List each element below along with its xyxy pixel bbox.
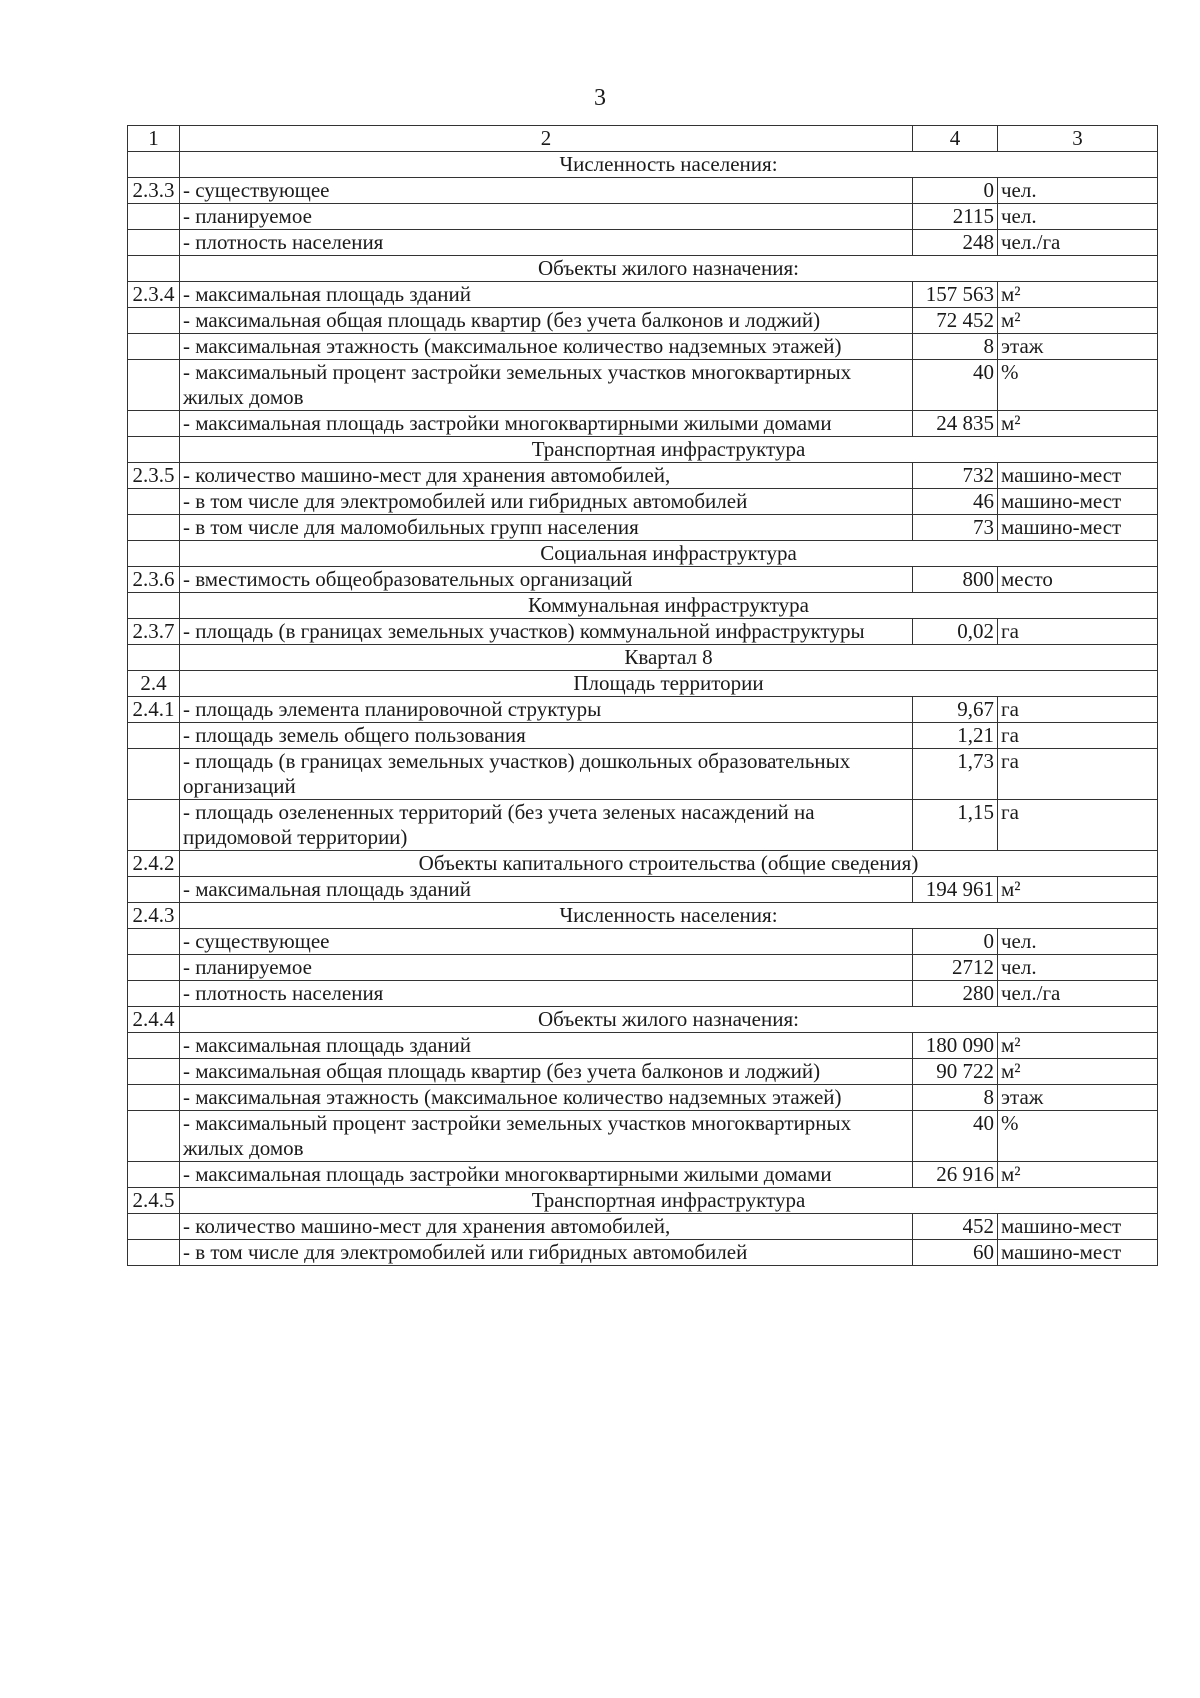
table-row	[128, 230, 1158, 256]
indicator-unit: чел./га	[998, 230, 1158, 256]
indicator-unit: м²	[998, 411, 1158, 437]
section-row	[128, 1007, 1158, 1033]
table-row	[128, 308, 1158, 334]
section-title: Транспортная инфраструктура	[180, 437, 1158, 463]
row-code: 2.4.5	[128, 1188, 180, 1214]
page-number: 3	[594, 85, 606, 111]
header-cell: 4	[913, 126, 998, 152]
indicator-unit: м²	[998, 282, 1158, 308]
indicator-description: - площадь элемента планировочной структуры	[180, 697, 913, 723]
indicator-description: - количество машино-мест для хранения автомобилей,	[180, 1214, 913, 1240]
section-row	[128, 152, 1158, 178]
indicator-value: 248	[913, 230, 998, 256]
table-row	[128, 489, 1158, 515]
indicator-unit: м²	[998, 1059, 1158, 1085]
indicator-description: - максимальная этажность (максимальное количество надземных этажей)	[180, 1085, 913, 1111]
table-body	[128, 126, 1158, 1266]
indicator-value: 40	[913, 360, 998, 411]
indicator-value: 40	[913, 1111, 998, 1162]
row-code	[128, 152, 180, 178]
indicator-unit: чел./га	[998, 981, 1158, 1007]
indicator-description: - планируемое	[180, 204, 913, 230]
row-code: 2.3.7	[128, 619, 180, 645]
table-row	[128, 282, 1158, 308]
indicator-unit: машино-мест	[998, 1214, 1158, 1240]
section-row	[128, 593, 1158, 619]
indicator-value: 0	[913, 929, 998, 955]
table-row	[128, 1111, 1158, 1162]
row-code: 2.3.4	[128, 282, 180, 308]
indicator-description: - максимальная этажность (максимальное количество надземных этажей)	[180, 334, 913, 360]
indicator-description: - максимальная площадь зданий	[180, 282, 913, 308]
row-code	[128, 1214, 180, 1240]
indicator-description: - максимальная площадь застройки многоквартирными жилыми домами	[180, 411, 913, 437]
table-row	[128, 877, 1158, 903]
row-code	[128, 800, 180, 851]
section-row	[128, 256, 1158, 282]
indicator-unit: га	[998, 697, 1158, 723]
indicator-unit: %	[998, 360, 1158, 411]
indicator-unit: машино-мест	[998, 1240, 1158, 1266]
header-cell: 1	[128, 126, 180, 152]
row-code	[128, 515, 180, 541]
table-row	[128, 619, 1158, 645]
table-row	[128, 955, 1158, 981]
row-code	[128, 308, 180, 334]
table-row	[128, 749, 1158, 800]
table-row	[128, 1162, 1158, 1188]
indicator-value: 732	[913, 463, 998, 489]
indicator-unit: машино-мест	[998, 489, 1158, 515]
table-header-row	[128, 126, 1158, 152]
indicator-unit: этаж	[998, 1085, 1158, 1111]
row-code	[128, 1059, 180, 1085]
indicator-value: 452	[913, 1214, 998, 1240]
section-title: Площадь территории	[180, 671, 1158, 697]
indicator-description: - площадь земель общего пользования	[180, 723, 913, 749]
indicator-description: - количество машино-мест для хранения автомобилей,	[180, 463, 913, 489]
indicator-unit: этаж	[998, 334, 1158, 360]
section-title: Объекты капитального строительства (общие сведения)	[180, 851, 1158, 877]
indicator-value: 194 961	[913, 877, 998, 903]
table-row	[128, 929, 1158, 955]
indicator-unit: машино-мест	[998, 463, 1158, 489]
indicator-unit: место	[998, 567, 1158, 593]
row-code: 2.4	[128, 671, 180, 697]
row-code	[128, 437, 180, 463]
table-row	[128, 1059, 1158, 1085]
indicator-description: - максимальный процент застройки земельных участков многоквартирных жилых домов	[180, 1111, 913, 1162]
indicator-value: 0,02	[913, 619, 998, 645]
indicator-unit: га	[998, 619, 1158, 645]
section-title: Транспортная инфраструктура	[180, 1188, 1158, 1214]
row-code: 2.4.2	[128, 851, 180, 877]
indicator-value: 0	[913, 178, 998, 204]
indicator-description: - максимальная площадь зданий	[180, 1033, 913, 1059]
row-code: 2.4.4	[128, 1007, 180, 1033]
table-row	[128, 723, 1158, 749]
row-code: 2.3.6	[128, 567, 180, 593]
table-row	[128, 360, 1158, 411]
row-code	[128, 334, 180, 360]
indicator-value: 72 452	[913, 308, 998, 334]
row-code	[128, 1240, 180, 1266]
header-cell: 3	[998, 126, 1158, 152]
section-row	[128, 903, 1158, 929]
section-row	[128, 851, 1158, 877]
indicator-value: 1,21	[913, 723, 998, 749]
row-code	[128, 723, 180, 749]
row-code	[128, 1162, 180, 1188]
table-row	[128, 800, 1158, 851]
indicator-unit: чел.	[998, 955, 1158, 981]
row-code	[128, 749, 180, 800]
row-code	[128, 877, 180, 903]
table-row	[128, 1240, 1158, 1266]
indicator-description: - существующее	[180, 178, 913, 204]
indicator-value: 26 916	[913, 1162, 998, 1188]
section-title: Квартал 8	[180, 645, 1158, 671]
indicator-value: 8	[913, 1085, 998, 1111]
indicator-description: - вместимость общеобразовательных организаций	[180, 567, 913, 593]
indicator-unit: чел.	[998, 178, 1158, 204]
table-row	[128, 1033, 1158, 1059]
table-row	[128, 1214, 1158, 1240]
section-row	[128, 645, 1158, 671]
indicators-table	[127, 125, 1158, 1266]
indicator-unit: м²	[998, 877, 1158, 903]
indicator-unit: м²	[998, 308, 1158, 334]
indicator-description: - площадь озелененных территорий (без учета зеленых насаждений на придомовой территории)	[180, 800, 913, 851]
row-code	[128, 981, 180, 1007]
indicator-value: 60	[913, 1240, 998, 1266]
table-row	[128, 463, 1158, 489]
table-row	[128, 515, 1158, 541]
indicator-unit: га	[998, 749, 1158, 800]
row-code	[128, 411, 180, 437]
indicator-unit: м²	[998, 1162, 1158, 1188]
indicator-value: 9,67	[913, 697, 998, 723]
indicator-description: - максимальная общая площадь квартир (без учета балконов и лоджий)	[180, 308, 913, 334]
row-code	[128, 593, 180, 619]
indicator-description: - максимальная площадь зданий	[180, 877, 913, 903]
row-code	[128, 1033, 180, 1059]
indicator-description: - в том числе для электромобилей или гибридных автомобилей	[180, 1240, 913, 1266]
indicator-description: - максимальная общая площадь квартир (без учета балконов и лоджий)	[180, 1059, 913, 1085]
section-title: Коммунальная инфраструктура	[180, 593, 1158, 619]
indicator-unit: м²	[998, 1033, 1158, 1059]
indicator-value: 1,73	[913, 749, 998, 800]
indicator-description: - в том числе для электромобилей или гибридных автомобилей	[180, 489, 913, 515]
section-title: Объекты жилого назначения:	[180, 1007, 1158, 1033]
row-code	[128, 204, 180, 230]
indicator-value: 24 835	[913, 411, 998, 437]
section-row	[128, 541, 1158, 567]
table-row	[128, 1085, 1158, 1111]
indicator-value: 157 563	[913, 282, 998, 308]
indicator-value: 280	[913, 981, 998, 1007]
indicator-description: - планируемое	[180, 955, 913, 981]
row-code	[128, 1085, 180, 1111]
indicator-unit: чел.	[998, 929, 1158, 955]
table-row	[128, 567, 1158, 593]
row-code	[128, 230, 180, 256]
indicator-description: - плотность населения	[180, 230, 913, 256]
row-code: 2.4.3	[128, 903, 180, 929]
indicator-value: 8	[913, 334, 998, 360]
indicator-value: 2712	[913, 955, 998, 981]
row-code	[128, 541, 180, 567]
section-title: Численность населения:	[180, 903, 1158, 929]
indicator-value: 46	[913, 489, 998, 515]
indicator-value: 180 090	[913, 1033, 998, 1059]
row-code	[128, 955, 180, 981]
indicator-description: - максимальная площадь застройки многоквартирными жилыми домами	[180, 1162, 913, 1188]
indicator-description: - площадь (в границах земельных участков) дошкольных образовательных организаций	[180, 749, 913, 800]
indicator-description: - существующее	[180, 929, 913, 955]
table-row	[128, 981, 1158, 1007]
row-code	[128, 645, 180, 671]
indicator-description: - площадь (в границах земельных участков) коммунальной инфраструктуры	[180, 619, 913, 645]
indicator-description: - в том числе для маломобильных групп населения	[180, 515, 913, 541]
row-code	[128, 929, 180, 955]
indicator-value: 2115	[913, 204, 998, 230]
section-row	[128, 1188, 1158, 1214]
table-row	[128, 204, 1158, 230]
indicator-value: 90 722	[913, 1059, 998, 1085]
indicator-unit: чел.	[998, 204, 1158, 230]
indicator-value: 1,15	[913, 800, 998, 851]
indicator-value: 800	[913, 567, 998, 593]
row-code	[128, 360, 180, 411]
row-code	[128, 1111, 180, 1162]
indicator-unit: га	[998, 723, 1158, 749]
row-code	[128, 256, 180, 282]
section-row	[128, 437, 1158, 463]
table-row	[128, 178, 1158, 204]
indicator-unit: га	[998, 800, 1158, 851]
indicator-unit: %	[998, 1111, 1158, 1162]
row-code: 2.4.1	[128, 697, 180, 723]
section-title: Социальная инфраструктура	[180, 541, 1158, 567]
indicator-value: 73	[913, 515, 998, 541]
header-cell: 2	[180, 126, 913, 152]
indicator-description: - максимальный процент застройки земельных участков многоквартирных жилых домов	[180, 360, 913, 411]
row-code: 2.3.3	[128, 178, 180, 204]
table-row	[128, 334, 1158, 360]
row-code	[128, 489, 180, 515]
section-row	[128, 671, 1158, 697]
indicator-unit: машино-мест	[998, 515, 1158, 541]
table-row	[128, 411, 1158, 437]
section-title: Численность населения:	[180, 152, 1158, 178]
row-code: 2.3.5	[128, 463, 180, 489]
table-row	[128, 697, 1158, 723]
section-title: Объекты жилого назначения:	[180, 256, 1158, 282]
indicator-description: - плотность населения	[180, 981, 913, 1007]
